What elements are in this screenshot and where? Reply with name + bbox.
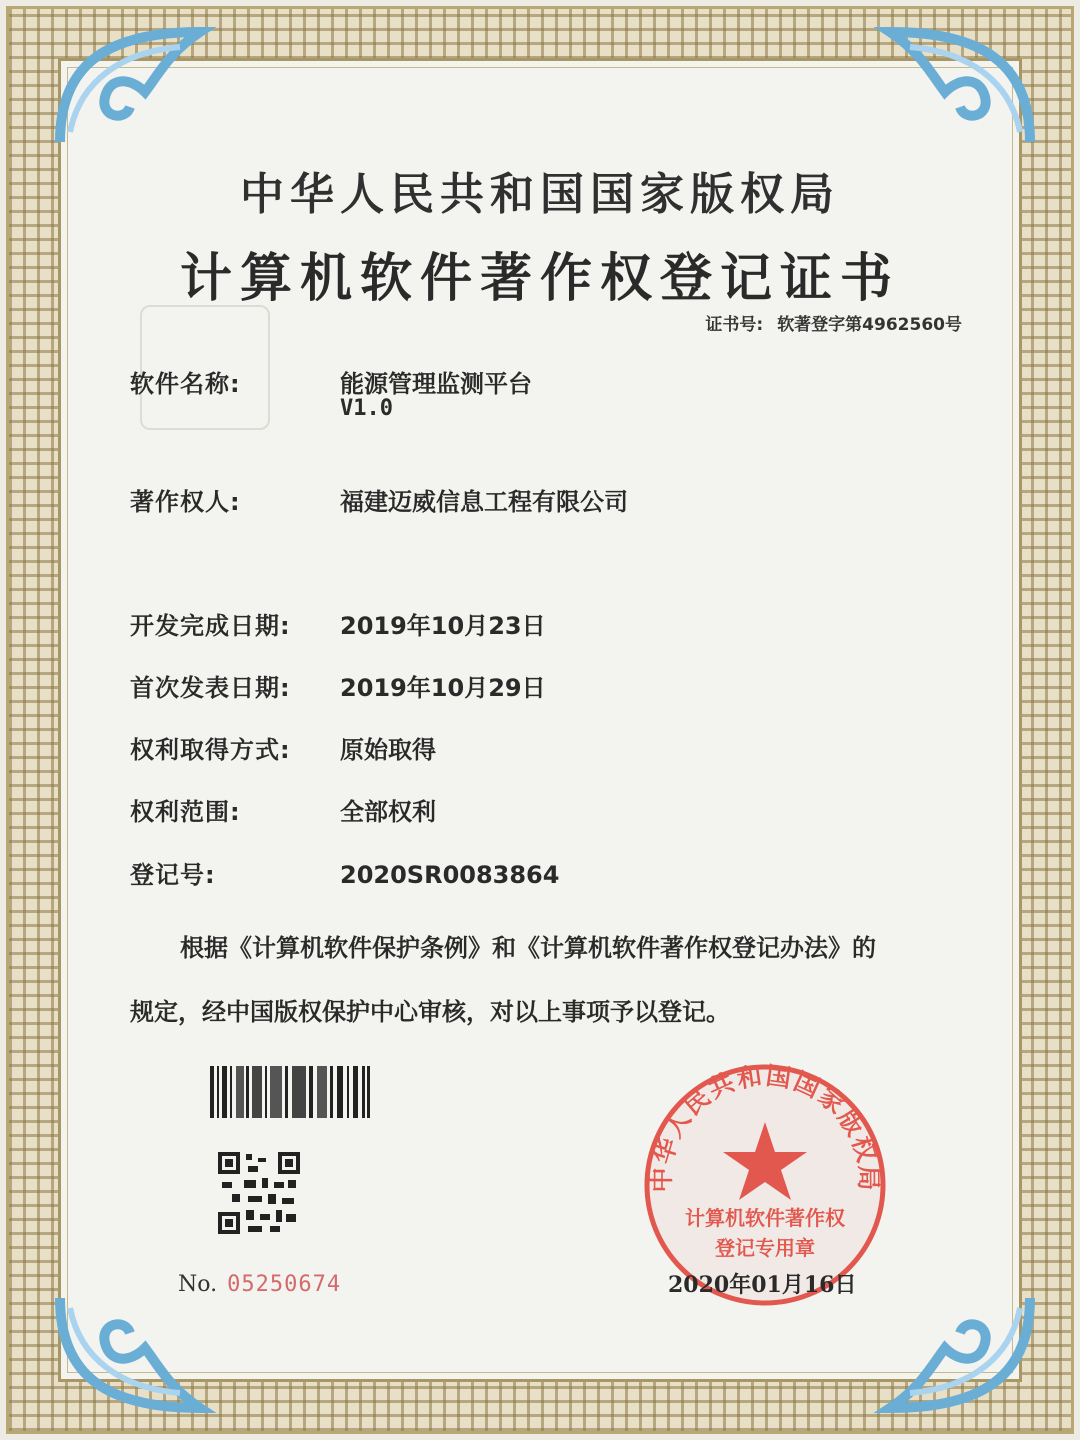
field-dev-date: [130, 606, 546, 641]
field-scope: [130, 792, 436, 827]
field-value: 2020SR0083864: [340, 861, 560, 889]
field-value: 2019年10月23日: [340, 612, 546, 640]
field-software-name: [130, 364, 532, 399]
seal-ring-text: 中华人民共和国国家版权局: [646, 1060, 884, 1193]
seal-text-line-1: 计算机软件著作权: [685, 1206, 845, 1230]
certificate-number-label: 证书号:: [705, 315, 764, 335]
corner-ornament-top-left: [50, 22, 220, 152]
field-pub-date: [130, 668, 546, 703]
field-label: 著作权人:: [130, 488, 241, 516]
field-value: 全部权利: [340, 798, 436, 826]
software-version: V1.0: [340, 396, 393, 421]
field-label: 软件名称:: [130, 370, 241, 398]
serial-label: No.: [178, 1272, 218, 1297]
barcode: [210, 1066, 370, 1118]
certificate-title: 计算机软件著作权登记证书: [179, 248, 900, 309]
field-value: 2019年10月29日: [340, 674, 546, 702]
field-label: 首次发表日期:: [130, 674, 291, 702]
corner-ornament-bottom-left: [50, 1288, 220, 1418]
field-label: 登记号:: [130, 861, 216, 889]
serial-value: 05250674: [227, 1272, 342, 1297]
seal-text-line-2: 登记专用章: [715, 1236, 815, 1260]
serial-number: [178, 1272, 341, 1297]
field-registration-number: [130, 855, 559, 890]
corner-ornament-top-right: [870, 22, 1040, 152]
statement-line-2: 规定，经中国版权保护中心审核，对以上事项予以登记。: [130, 998, 730, 1026]
issuer-title: 中华人民共和国国家版权局: [240, 169, 840, 220]
certificate-number-value: 软著登字第4962560号: [777, 315, 962, 335]
issue-date: 2020年01月16日: [668, 1272, 857, 1298]
field-label: 权利取得方式:: [130, 736, 291, 764]
field-value: 能源管理监测平台: [340, 370, 532, 398]
field-owner: [130, 482, 628, 517]
field-value: 福建迈威信息工程有限公司: [340, 488, 628, 516]
statement-line-1: 根据《计算机软件保护条例》和《计算机软件著作权登记办法》的: [180, 934, 876, 962]
field-value: 原始取得: [340, 736, 436, 764]
qr-code: [218, 1152, 300, 1234]
certificate-number: [705, 310, 962, 335]
field-label: 权利范围:: [130, 798, 241, 826]
field-label: 开发完成日期:: [130, 612, 291, 640]
field-acquisition: [130, 730, 436, 765]
